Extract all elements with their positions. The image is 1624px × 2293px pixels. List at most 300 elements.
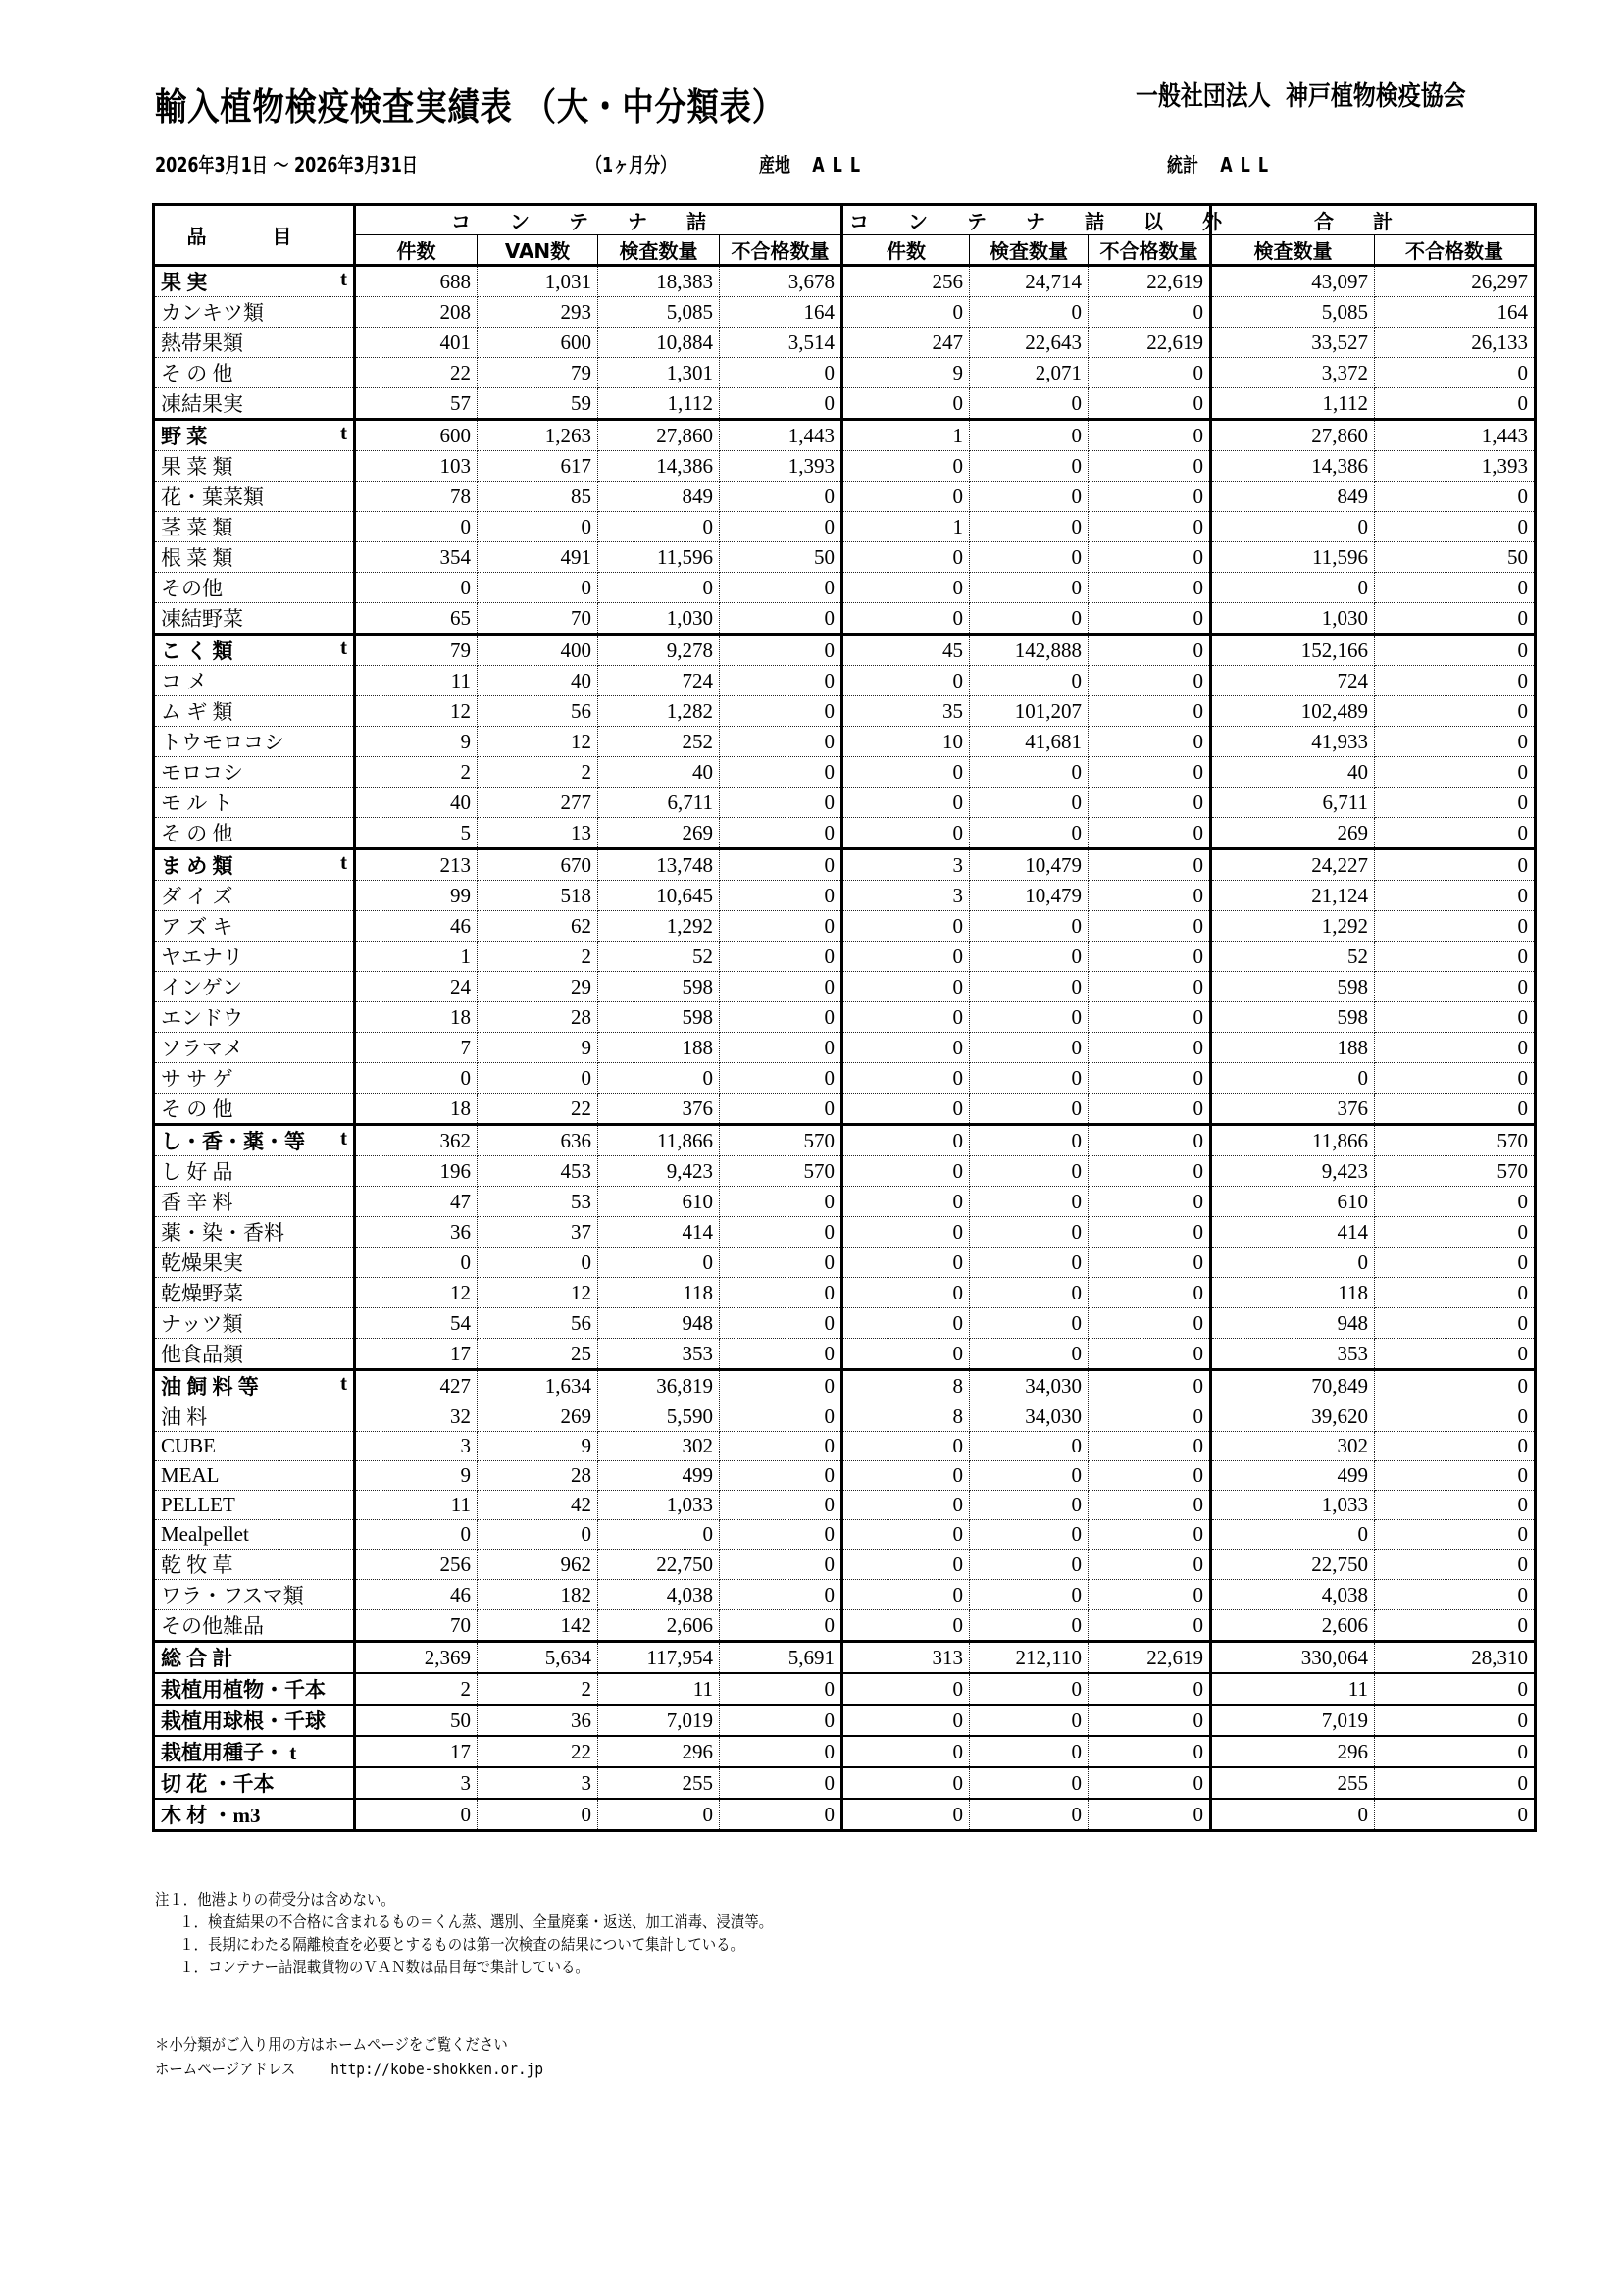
cell-value: 0 [1089, 757, 1211, 788]
item-name: ア ズ キ [161, 915, 233, 939]
cell-value: 8 [842, 1370, 970, 1401]
cell-value: 0 [1375, 1580, 1536, 1610]
stat-label: 統計 [1167, 153, 1198, 177]
cell-value: 3,514 [720, 328, 842, 358]
cell-value: 3 [355, 1432, 478, 1461]
cell-value: 56 [478, 696, 598, 727]
col-header: 不合格数量 [1375, 235, 1536, 266]
item-label [154, 942, 355, 972]
cell-value: 0 [720, 757, 842, 788]
cell-value: 962 [478, 1550, 598, 1580]
cell-value: 0 [1089, 1308, 1211, 1339]
cell-value: 0 [1375, 1401, 1536, 1432]
cell-value: 11,596 [1211, 542, 1375, 573]
cell-value: 849 [1211, 482, 1375, 512]
item-label [154, 1278, 355, 1308]
item-name: モ ル ト [161, 791, 233, 815]
cell-value: 39,620 [1211, 1401, 1375, 1432]
cell-value: 293 [478, 297, 598, 328]
table-row [154, 1033, 1536, 1063]
cell-value: 3 [355, 1767, 478, 1799]
table-row [154, 881, 1536, 911]
cell-value: 0 [720, 1401, 842, 1432]
cell-value: 0 [720, 1033, 842, 1063]
cell-value: 4,038 [598, 1580, 720, 1610]
item-label [154, 420, 355, 451]
cell-value: 302 [598, 1432, 720, 1461]
cell-value: 17 [355, 1736, 478, 1767]
extra-row [154, 1767, 1536, 1799]
category-row [154, 1370, 1536, 1401]
cell-value: 103 [355, 451, 478, 482]
item-name: サ サ ゲ [161, 1067, 233, 1091]
cell-value: 0 [970, 1461, 1089, 1491]
note-item: １．検査結果の不合格に含まれるもの＝くん蒸、選別、全量廃棄・返送、加工消毒、浸漬等。 [179, 1912, 774, 1931]
cell-value: 401 [355, 328, 478, 358]
cell-value: 0 [1089, 1094, 1211, 1125]
cell-value: 0 [1089, 1550, 1211, 1580]
cell-value: 213 [355, 849, 478, 881]
unit-label: t [340, 1371, 347, 1395]
item-name: 花・葉菜類 [161, 485, 264, 509]
cell-value: 1,634 [478, 1370, 598, 1401]
extra-row [154, 1673, 1536, 1705]
cell-value: 11 [355, 1491, 478, 1520]
cell-value: 28,310 [1375, 1642, 1536, 1674]
col-header: 不合格数量 [1089, 235, 1211, 266]
item-name: コ メ [161, 670, 208, 693]
item-label [154, 1642, 355, 1674]
item-name: そ の 他 [161, 362, 233, 385]
cell-value: 0 [1089, 1339, 1211, 1370]
cell-value: 0 [970, 1580, 1089, 1610]
cell-value: 35 [842, 696, 970, 727]
cell-value: 0 [1375, 1767, 1536, 1799]
cell-value: 0 [842, 297, 970, 328]
cell-value: 1,112 [1211, 388, 1375, 420]
item-label [154, 1308, 355, 1339]
cell-value: 0 [1089, 788, 1211, 818]
cell-value: 70 [355, 1610, 478, 1642]
item-label [154, 1432, 355, 1461]
cell-value: 0 [720, 849, 842, 881]
item-label [154, 1217, 355, 1248]
item-name: MEAL [161, 1463, 220, 1487]
item-name: し・香・薬・等 [161, 1130, 305, 1153]
cell-value: 0 [355, 573, 478, 603]
table-row [154, 542, 1536, 573]
cell-value: 2,071 [970, 358, 1089, 388]
cell-value: 0 [842, 1767, 970, 1799]
cell-value: 0 [1089, 818, 1211, 849]
cell-value: 34,030 [970, 1401, 1089, 1432]
cell-value: 724 [1211, 666, 1375, 696]
item-name: 根 菜 類 [161, 546, 233, 570]
col-header: VAN数 [478, 235, 598, 266]
homepage-link[interactable]: http://kobe-shokken.or.jp [330, 2060, 544, 2078]
cell-value: 600 [478, 328, 598, 358]
cell-value: 0 [842, 1339, 970, 1370]
cell-value: 0 [1089, 942, 1211, 972]
cell-value: 0 [842, 482, 970, 512]
cell-value: 11 [355, 666, 478, 696]
item-name: Mealpellet [161, 1522, 249, 1546]
cell-value: 0 [720, 1491, 842, 1520]
item-header: 品 目 [154, 205, 355, 266]
cell-value: 453 [478, 1156, 598, 1187]
item-label [154, 266, 355, 297]
cell-value: 42 [478, 1491, 598, 1520]
table-row [154, 388, 1536, 420]
item-name: 凍結野菜 [161, 607, 243, 631]
cell-value: 0 [1089, 603, 1211, 635]
item-label [154, 1610, 355, 1642]
cell-value: 0 [1211, 512, 1375, 542]
cell-value: 36 [355, 1217, 478, 1248]
item-name: 他食品類 [161, 1343, 243, 1366]
cell-value: 0 [598, 1799, 720, 1831]
cell-value: 0 [1375, 635, 1536, 666]
item-name: PELLET [161, 1493, 235, 1516]
group-header-non-container: コンテナ詰以外 [842, 205, 1211, 235]
cell-value: 0 [1211, 573, 1375, 603]
cell-value: 0 [842, 1610, 970, 1642]
cell-value: 152,166 [1211, 635, 1375, 666]
unit-label: t [340, 636, 347, 659]
item-name: 油 料 [161, 1405, 208, 1429]
cell-value: 0 [1211, 1063, 1375, 1094]
cell-value: 491 [478, 542, 598, 573]
cell-value: 0 [1089, 849, 1211, 881]
table-row [154, 1610, 1536, 1642]
cell-value: 0 [1089, 1461, 1211, 1491]
cell-value: 0 [1089, 911, 1211, 942]
cell-value: 0 [1375, 1002, 1536, 1033]
cell-value: 0 [720, 1308, 842, 1339]
cell-value: 188 [598, 1033, 720, 1063]
cell-value: 0 [1089, 1432, 1211, 1461]
page-title: 輸入植物検疫検査実績表 （大・中分類表） [155, 85, 785, 128]
cell-value: 40 [478, 666, 598, 696]
cell-value: 13 [478, 818, 598, 849]
cell-value: 9,423 [598, 1156, 720, 1187]
table-row [154, 1308, 1536, 1339]
date-range [155, 149, 418, 178]
cell-value: 1,393 [720, 451, 842, 482]
cell-value: 0 [970, 1705, 1089, 1736]
table-row [154, 1217, 1536, 1248]
table-row [154, 788, 1536, 818]
item-name: 乾燥果実 [161, 1251, 243, 1275]
cell-value: 118 [1211, 1278, 1375, 1308]
cell-value: 376 [1211, 1094, 1375, 1125]
unit-label: t [340, 1126, 347, 1149]
cell-value: 570 [720, 1125, 842, 1156]
cell-value: 0 [1089, 1156, 1211, 1187]
item-label [154, 1673, 355, 1705]
cell-value: 0 [970, 482, 1089, 512]
cell-value: 22,750 [598, 1550, 720, 1580]
item-label [154, 512, 355, 542]
cell-value: 0 [970, 1187, 1089, 1217]
cell-value: 0 [720, 512, 842, 542]
cell-value: 0 [970, 911, 1089, 942]
cell-value: 0 [1375, 911, 1536, 942]
cell-value: 0 [970, 1673, 1089, 1705]
cell-value: 26,133 [1375, 328, 1536, 358]
cell-value: 0 [970, 1094, 1089, 1125]
cell-value: 0 [720, 1520, 842, 1550]
cell-value: 188 [1211, 1033, 1375, 1063]
cell-value: 0 [478, 512, 598, 542]
cell-value: 0 [970, 297, 1089, 328]
cell-value: 62 [478, 911, 598, 942]
cell-value: 0 [970, 1610, 1089, 1642]
cell-value: 0 [1089, 297, 1211, 328]
cell-value: 0 [1375, 1370, 1536, 1401]
table-row [154, 942, 1536, 972]
cell-value: 0 [720, 818, 842, 849]
cell-value: 598 [598, 1002, 720, 1033]
table-row [154, 451, 1536, 482]
cell-value: 1,031 [478, 266, 598, 297]
cell-value: 0 [842, 1217, 970, 1248]
cell-value: 47 [355, 1187, 478, 1217]
item-name: 果 菜 類 [161, 455, 233, 479]
cell-value: 0 [970, 1339, 1089, 1370]
cell-value: 27,860 [598, 420, 720, 451]
cell-value: 0 [1375, 603, 1536, 635]
cell-value: 24 [355, 972, 478, 1002]
cell-value: 22,750 [1211, 1550, 1375, 1580]
cell-value: 0 [720, 1370, 842, 1401]
cell-value: 255 [598, 1767, 720, 1799]
cell-value: 0 [720, 1432, 842, 1461]
cell-value: 0 [842, 818, 970, 849]
cell-value: 0 [1089, 1673, 1211, 1705]
cell-value: 0 [970, 573, 1089, 603]
cell-value: 0 [720, 972, 842, 1002]
cell-value: 0 [598, 1520, 720, 1550]
cell-value: 142,888 [970, 635, 1089, 666]
category-row [154, 420, 1536, 451]
cell-value: 414 [598, 1217, 720, 1248]
cell-value: 8 [842, 1401, 970, 1432]
table-row [154, 1520, 1536, 1550]
cell-value: 5,085 [598, 297, 720, 328]
inspection-table [152, 203, 1537, 1832]
cell-value: 17 [355, 1339, 478, 1370]
cell-value: 0 [1375, 1432, 1536, 1461]
cell-value: 256 [355, 1550, 478, 1580]
cell-value: 247 [842, 328, 970, 358]
item-label [154, 451, 355, 482]
origin-value: ALL [812, 153, 869, 177]
cell-value: 0 [842, 1187, 970, 1217]
cell-value: 50 [1375, 542, 1536, 573]
cell-value: 0 [1089, 1248, 1211, 1278]
cell-value: 570 [1375, 1125, 1536, 1156]
cell-value: 0 [1089, 666, 1211, 696]
cell-value: 2,606 [1211, 1610, 1375, 1642]
item-label [154, 1187, 355, 1217]
group-header-container: コンテナ詰 [355, 205, 842, 235]
cell-value: 0 [1375, 1187, 1536, 1217]
item-label [154, 1736, 355, 1767]
cell-value: 0 [720, 881, 842, 911]
cell-value: 0 [1375, 788, 1536, 818]
cell-value: 610 [598, 1187, 720, 1217]
cell-value: 1,282 [598, 696, 720, 727]
cell-value: 22,619 [1089, 266, 1211, 297]
item-label [154, 757, 355, 788]
cell-value: 0 [970, 757, 1089, 788]
cell-value: 3 [842, 849, 970, 881]
cell-value: 0 [1089, 881, 1211, 911]
cell-value: 0 [1375, 1705, 1536, 1736]
cell-value: 25 [478, 1339, 598, 1370]
cell-value: 362 [355, 1125, 478, 1156]
item-label [154, 1156, 355, 1187]
cell-value: 0 [1089, 1491, 1211, 1520]
cell-value: 0 [842, 1580, 970, 1610]
cell-value: 9 [355, 727, 478, 757]
cell-value: 117,954 [598, 1642, 720, 1674]
cell-value: 208 [355, 297, 478, 328]
cell-value: 0 [970, 512, 1089, 542]
item-name: 茎 菜 類 [161, 516, 233, 539]
cell-value: 0 [842, 1156, 970, 1187]
cell-value: 0 [842, 942, 970, 972]
cell-value: 0 [1089, 1002, 1211, 1033]
cell-value: 70,849 [1211, 1370, 1375, 1401]
cell-value: 0 [1089, 1125, 1211, 1156]
cell-value: 10,884 [598, 328, 720, 358]
cell-value: 0 [1089, 1278, 1211, 1308]
cell-value: 0 [842, 1736, 970, 1767]
cell-value: 70 [478, 603, 598, 635]
cell-value: 0 [720, 1339, 842, 1370]
cell-value: 0 [720, 603, 842, 635]
cell-value: 11,596 [598, 542, 720, 573]
cell-value: 0 [598, 1248, 720, 1278]
cell-value: 0 [720, 1580, 842, 1610]
cell-value: 0 [720, 1217, 842, 1248]
cell-value: 0 [720, 1550, 842, 1580]
cell-value: 0 [1089, 482, 1211, 512]
item-name: ソラマメ [161, 1037, 243, 1060]
cell-value: 353 [1211, 1339, 1375, 1370]
cell-value: 499 [1211, 1461, 1375, 1491]
item-label [154, 1550, 355, 1580]
cell-value: 849 [598, 482, 720, 512]
cell-value: 0 [478, 1063, 598, 1094]
cell-value: 255 [1211, 1767, 1375, 1799]
cell-value: 46 [355, 1580, 478, 1610]
cell-value: 11 [598, 1673, 720, 1705]
cell-value: 10,645 [598, 881, 720, 911]
cell-value: 0 [720, 358, 842, 388]
table-row [154, 573, 1536, 603]
table-row [154, 1278, 1536, 1308]
item-label [154, 1094, 355, 1125]
cell-value: 24,227 [1211, 849, 1375, 881]
cell-value: 36 [478, 1705, 598, 1736]
cell-value: 14,386 [598, 451, 720, 482]
cell-value: 354 [355, 542, 478, 573]
stat-value: ALL [1220, 153, 1277, 177]
cell-value: 2,369 [355, 1642, 478, 1674]
cell-value: 0 [970, 1002, 1089, 1033]
cell-value: 0 [842, 1550, 970, 1580]
cell-value: 102,489 [1211, 696, 1375, 727]
cell-value: 0 [1375, 1339, 1536, 1370]
cell-value: 0 [720, 1248, 842, 1278]
item-name: 凍結果実 [161, 392, 243, 416]
cell-value: 6,711 [598, 788, 720, 818]
note-item: １．コンテナー詰混載貨物のＶＡＮ数は品目毎で集計している。 [179, 1958, 589, 1976]
cell-value: 78 [355, 482, 478, 512]
address-label: ホームページアドレス [155, 2060, 296, 2078]
table-row [154, 1432, 1536, 1461]
cell-value: 598 [1211, 1002, 1375, 1033]
cell-value: 0 [720, 1610, 842, 1642]
cell-value: 0 [970, 1217, 1089, 1248]
item-name: 油 飼 料 等 [161, 1375, 259, 1399]
item-name: エンドウ [161, 1006, 243, 1030]
cell-value: 636 [478, 1125, 598, 1156]
item-label [154, 297, 355, 328]
cell-value: 0 [970, 972, 1089, 1002]
cell-value: 0 [1375, 942, 1536, 972]
cell-value: 0 [478, 1520, 598, 1550]
cell-value: 0 [842, 666, 970, 696]
cell-value: 0 [720, 727, 842, 757]
cell-value: 1,443 [720, 420, 842, 451]
org-type: 一般社団法人 [1136, 81, 1271, 112]
footer [155, 2032, 543, 2081]
stat-filter [1167, 149, 1276, 178]
cell-value: 45 [842, 635, 970, 666]
cell-value: 0 [970, 666, 1089, 696]
cell-value: 10,479 [970, 849, 1089, 881]
item-label [154, 1248, 355, 1278]
cell-value: 0 [842, 1033, 970, 1063]
cell-value: 196 [355, 1156, 478, 1187]
cell-value: 5,691 [720, 1642, 842, 1674]
notes [155, 1888, 773, 1978]
cell-value: 1,301 [598, 358, 720, 388]
item-label [154, 1799, 355, 1831]
category-row [154, 1125, 1536, 1156]
cell-value: 0 [970, 1799, 1089, 1831]
cell-value: 0 [1375, 881, 1536, 911]
cell-value: 0 [720, 1278, 842, 1308]
cell-value: 0 [970, 1491, 1089, 1520]
table-row [154, 1491, 1536, 1520]
table-row [154, 328, 1536, 358]
cell-value: 0 [355, 1063, 478, 1094]
col-header: 件数 [842, 235, 970, 266]
cell-value: 0 [842, 1520, 970, 1550]
item-name: 栽植用球根・千球 [161, 1709, 326, 1733]
cell-value: 14,386 [1211, 451, 1375, 482]
cell-value: 610 [1211, 1187, 1375, 1217]
cell-value: 0 [1375, 757, 1536, 788]
cell-value: 0 [842, 1308, 970, 1339]
cell-value: 0 [1089, 1370, 1211, 1401]
cell-value: 0 [842, 1063, 970, 1094]
